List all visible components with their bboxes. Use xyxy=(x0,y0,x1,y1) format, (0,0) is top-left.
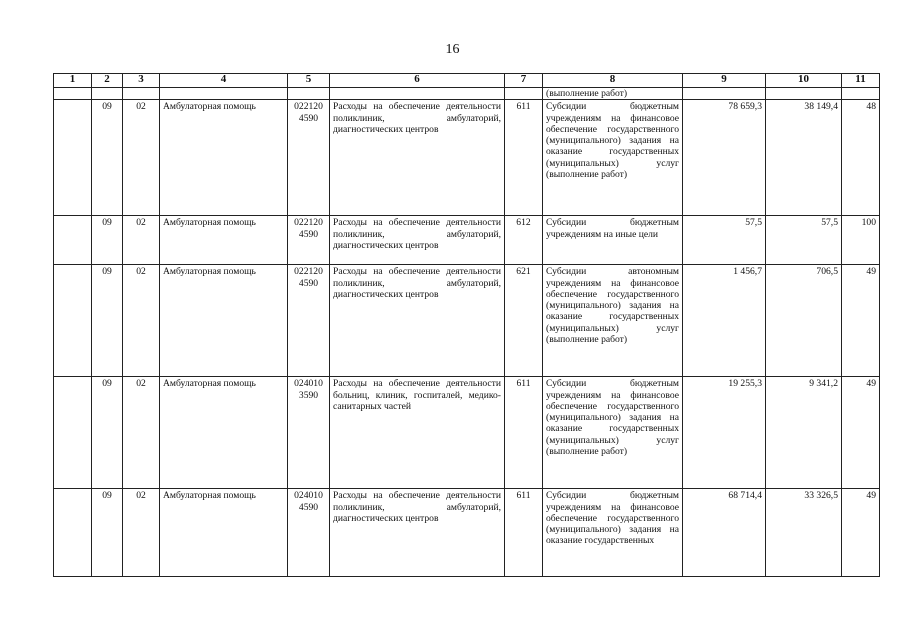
section-code: 09 xyxy=(92,216,123,265)
section-code: 09 xyxy=(92,489,123,577)
header-row xyxy=(54,74,880,88)
expense-type-code: 611 xyxy=(505,489,543,577)
section-name: Амбулаторная помощь xyxy=(160,265,288,377)
section-name: Амбулаторная помощь xyxy=(160,377,288,489)
table-row xyxy=(54,216,880,265)
actual-amount: 38 149,4 xyxy=(766,100,842,216)
execution-percent: 49 xyxy=(842,377,880,489)
subsection-code: 02 xyxy=(123,216,160,265)
planned-amount: 78 659,3 xyxy=(683,100,766,216)
actual-amount: 706,5 xyxy=(766,265,842,377)
col-header-2: 2 xyxy=(92,74,123,88)
execution-percent: 48 xyxy=(842,100,880,216)
continuation-row xyxy=(54,88,880,100)
section-code: 09 xyxy=(92,100,123,216)
subsection-code: 02 xyxy=(123,100,160,216)
actual-amount: 33 326,5 xyxy=(766,489,842,577)
col-header-1: 1 xyxy=(54,74,92,88)
target-article-code: 022120 4590 xyxy=(288,216,330,265)
planned-amount: 1 456,7 xyxy=(683,265,766,377)
target-article-code: 024010 3590 xyxy=(288,377,330,489)
expense-type-code: 621 xyxy=(505,265,543,377)
target-article-code: 022120 4590 xyxy=(288,265,330,377)
expense-description: Расходы на обеспечение деятельности поликлиник, амбулаторий, диагностических центров xyxy=(330,216,505,265)
expense-type-name: Субсидии бюджетным учреждениям на финансовое обеспечение государственного (муниципального) задания на оказание государственных xyxy=(543,489,683,577)
subsection-code: 02 xyxy=(123,489,160,577)
page-number: 16 xyxy=(445,42,460,57)
col-header-8: 8 xyxy=(543,74,683,88)
expense-description: Расходы на обеспечение деятельности поликлиник, амбулаторий, диагностических центров xyxy=(330,100,505,216)
expense-type-name: Субсидии автономным учреждениям на финансовое обеспечение государственного (муниципального) задания на оказание государственных (муниципальных) услуг (выполнение работ) xyxy=(543,265,683,377)
planned-amount: 19 255,3 xyxy=(683,377,766,489)
table-row xyxy=(54,100,880,216)
subsection-code: 02 xyxy=(123,265,160,377)
execution-percent: 49 xyxy=(842,489,880,577)
planned-amount: 68 714,4 xyxy=(683,489,766,577)
col-header-11: 11 xyxy=(842,74,880,88)
expense-type-code: 611 xyxy=(505,100,543,216)
section-code: 09 xyxy=(92,377,123,489)
section-name: Амбулаторная помощь xyxy=(160,489,288,577)
section-code: 09 xyxy=(92,265,123,377)
expense-type-name: Субсидии бюджетным учреждениям на финансовое обеспечение государственного (муниципального) задания на оказание государственных (муниципальных) услуг (выполнение работ) xyxy=(543,100,683,216)
actual-amount: 57,5 xyxy=(766,216,842,265)
expense-description: Расходы на обеспечение деятельности поликлиник, амбулаторий, диагностических центров xyxy=(330,489,505,577)
continuation-text: (выполнение работ) xyxy=(543,88,683,100)
table-row xyxy=(54,377,880,489)
col-header-3: 3 xyxy=(123,74,160,88)
col-header-9: 9 xyxy=(683,74,766,88)
col-header-5: 5 xyxy=(288,74,330,88)
table-row xyxy=(54,489,880,577)
expense-type-name: Субсидии бюджетным учреждениям на иные цели xyxy=(543,216,683,265)
section-name: Амбулаторная помощь xyxy=(160,216,288,265)
col-header-10: 10 xyxy=(766,74,842,88)
expense-description: Расходы на обеспечение деятельности больниц, клиник, госпиталей, медико-санитарных частей xyxy=(330,377,505,489)
planned-amount: 57,5 xyxy=(683,216,766,265)
execution-percent: 100 xyxy=(842,216,880,265)
col-header-4: 4 xyxy=(160,74,288,88)
expense-type-code: 612 xyxy=(505,216,543,265)
expense-description: Расходы на обеспечение деятельности поликлиник, амбулаторий, диагностических центров xyxy=(330,265,505,377)
expense-type-code: 611 xyxy=(505,377,543,489)
budget-table xyxy=(53,73,880,577)
col-header-6: 6 xyxy=(330,74,505,88)
table-row xyxy=(54,265,880,377)
subsection-code: 02 xyxy=(123,377,160,489)
actual-amount: 9 341,2 xyxy=(766,377,842,489)
section-name: Амбулаторная помощь xyxy=(160,100,288,216)
execution-percent: 49 xyxy=(842,265,880,377)
target-article-code: 024010 4590 xyxy=(288,489,330,577)
target-article-code: 022120 4590 xyxy=(288,100,330,216)
col-header-7: 7 xyxy=(505,74,543,88)
expense-type-name: Субсидии бюджетным учреждениям на финансовое обеспечение государственного (муниципального) задания на оказание государственных (муниципальных) услуг (выполнение работ) xyxy=(543,377,683,489)
